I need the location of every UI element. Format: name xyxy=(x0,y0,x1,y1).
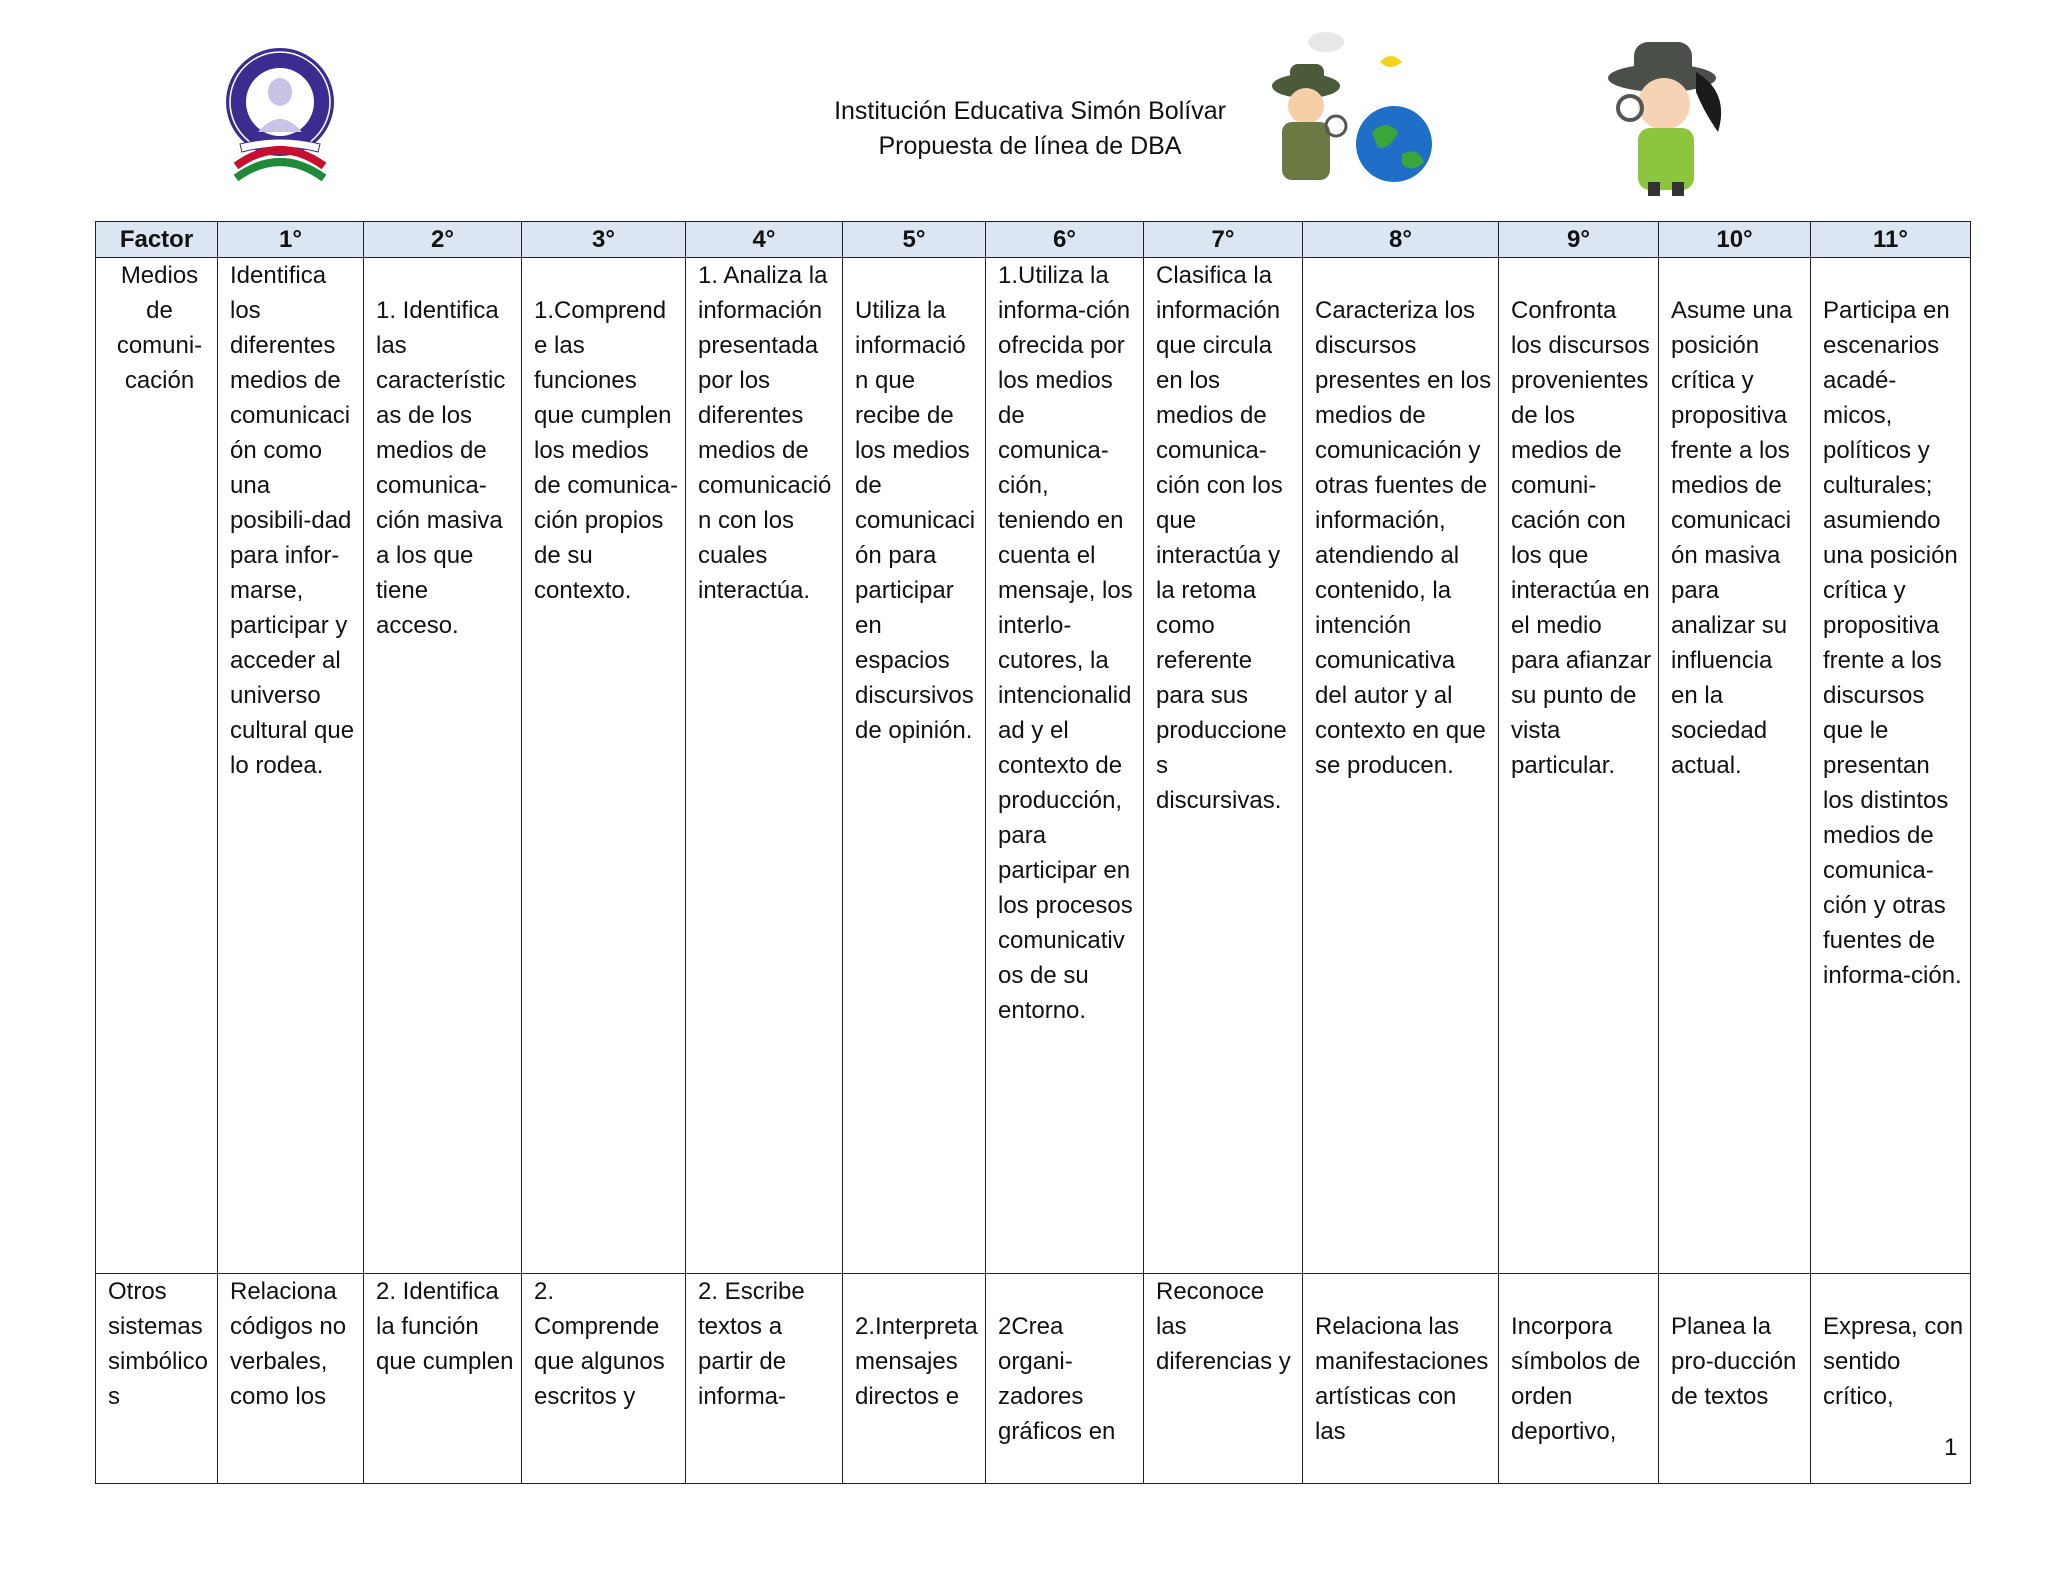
column-header-grade-4: 4° xyxy=(686,222,843,258)
table-cell: 1. Analiza la información presentada por los diferentes medios de comunicación con los cuales interactúa. xyxy=(686,258,843,1274)
table-cell: Relaciona las manifestaciones artísticas con las xyxy=(1303,1274,1499,1484)
school-logo xyxy=(222,44,338,192)
table-cell: Caracteriza los discursos presentes en los medios de comunicación y otras fuentes de información, atendiendo al contenido, la intención comunicativa del autor y al contexto en que se producen. xyxy=(1303,258,1499,1274)
table-cell: Participa en escenarios acadé-micos, políticos y culturales; asumiendo una posición crítica y propositiva frente a los discursos que le presentan los distintos medios de comunica-ción y otras fuentes de informa-ción. xyxy=(1811,258,1971,1274)
dba-table xyxy=(95,221,1971,1484)
table-cell: 2. Identifica la función que cumplen xyxy=(364,1274,522,1484)
table-cell: Incorpora símbolos de orden deportivo, xyxy=(1499,1274,1659,1484)
column-header-grade-10: 10° xyxy=(1659,222,1811,258)
document-subtitle: Propuesta de línea de DBA xyxy=(878,132,1182,160)
page-number: 1 xyxy=(1944,1434,1958,1461)
table-cell: Confronta los discursos provenientes de los medios de comuni-cación con los que interactúa en el medio para afianzar su punto de vista particular. xyxy=(1499,258,1659,1274)
detective-girl-illustration xyxy=(1600,32,1740,198)
table-cell: Utiliza la información que recibe de los medios de comunicación para participar en espacios discursivos de opinión. xyxy=(843,258,986,1274)
table-cell: Asume una posición crítica y propositiva frente a los medios de comunicación masiva para analizar su influencia en la sociedad actual. xyxy=(1659,258,1811,1274)
column-header-grade-5: 5° xyxy=(843,222,986,258)
column-header-grade-3: 3° xyxy=(522,222,686,258)
column-header-grade-9: 9° xyxy=(1499,222,1659,258)
factor-cell: Otros sistemas simbólicos xyxy=(96,1274,218,1484)
table-cell: Reconoce las diferencias y xyxy=(1144,1274,1303,1484)
factor-cell: Medios de comuni-cación xyxy=(96,258,218,1274)
column-header-factor: Factor xyxy=(96,222,218,258)
table-header-row xyxy=(96,222,1971,258)
column-header-grade-8: 8° xyxy=(1303,222,1499,258)
table-cell: 2Crea organi-zadores gráficos en xyxy=(986,1274,1144,1484)
column-header-grade-11: 11° xyxy=(1811,222,1971,258)
table-cell: Planea la pro-ducción de textos xyxy=(1659,1274,1811,1484)
table-cell: Expresa, con sentido crítico, xyxy=(1811,1274,1971,1484)
institution-name: Institución Educativa Simón Bolívar xyxy=(834,97,1226,125)
detective-globe-illustration xyxy=(1262,14,1442,194)
table-cell: 1.Comprende las funciones que cumplen los medios de comunica-ción propios de su contexto. xyxy=(522,258,686,1274)
table-row xyxy=(96,1274,1971,1484)
document-header xyxy=(760,94,1300,164)
table-cell: Relaciona códigos no verbales, como los xyxy=(218,1274,364,1484)
column-header-grade-6: 6° xyxy=(986,222,1144,258)
table-row xyxy=(96,258,1971,1274)
table-cell: 2. Escribe textos a partir de informa- xyxy=(686,1274,843,1484)
table-cell: 2. Comprende que algunos escritos y xyxy=(522,1274,686,1484)
table-cell: Clasifica la información que circula en los medios de comunica-ción con los que interactúa y la retoma como referente para sus producciones discursivas. xyxy=(1144,258,1303,1274)
table-cell: 1. Identifica las características de los medios de comunica-ción masiva a los que tiene acceso. xyxy=(364,258,522,1274)
column-header-grade-7: 7° xyxy=(1144,222,1303,258)
table-cell: Identifica los diferentes medios de comunicación como una posibili-dad para infor-marse, participar y acceder al universo cultural que lo rodea. xyxy=(218,258,364,1274)
column-header-grade-2: 2° xyxy=(364,222,522,258)
table-cell: 2.Interpreta mensajes directos e xyxy=(843,1274,986,1484)
table-cell: 1.Utiliza la informa-ción ofrecida por los medios de comunica-ción, teniendo en cuenta el mensaje, los interlo-cutores, la intencionalidad y el contexto de producción, para participar en los procesos comunicativos de su entorno. xyxy=(986,258,1144,1274)
column-header-grade-1: 1° xyxy=(218,222,364,258)
